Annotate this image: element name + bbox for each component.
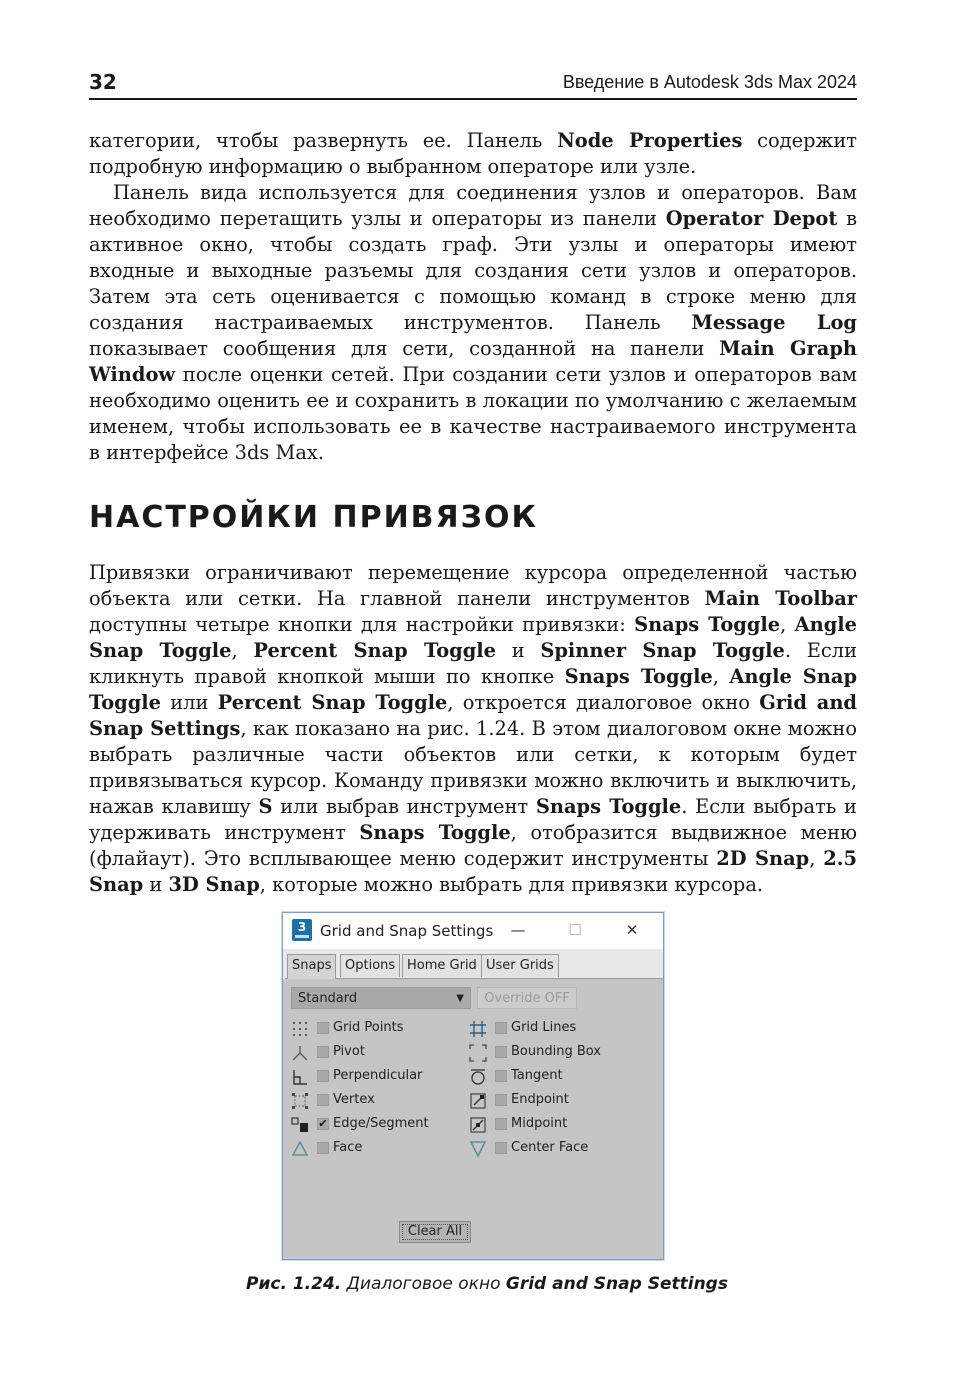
snap-vertex[interactable]	[291, 1091, 461, 1111]
grid-lines-checkbox[interactable]	[495, 1022, 507, 1034]
tab-home-grid[interactable]: Home Grid	[402, 954, 482, 977]
override-button[interactable]: Override OFF	[477, 987, 577, 1009]
snap-grid-lines[interactable]	[469, 1019, 639, 1039]
snaps-panel	[283, 979, 663, 1259]
tab-snaps[interactable]: Snaps	[287, 954, 336, 979]
vertex-checkbox[interactable]	[317, 1094, 329, 1106]
snap-bounding-box[interactable]	[469, 1043, 639, 1063]
vertex-label: Vertex	[333, 1092, 375, 1107]
edge-segment-checkbox[interactable]: ✔	[318, 1117, 328, 1130]
tangent-icon	[469, 1068, 487, 1086]
snap-center-face[interactable]	[469, 1139, 639, 1159]
snap-perpendicular[interactable]	[291, 1067, 461, 1087]
dialog-title: Grid and Snap Settings	[320, 922, 494, 940]
section-heading: НАСТРОЙКИ ПРИВЯЗОК	[89, 500, 538, 535]
face-icon	[291, 1140, 309, 1158]
face-label: Face	[333, 1140, 363, 1155]
dialog-title-bar[interactable]	[283, 913, 663, 949]
grid-points-checkbox[interactable]	[317, 1022, 329, 1034]
grid-points-label: Grid Points	[333, 1020, 404, 1035]
midpoint-checkbox[interactable]	[495, 1118, 507, 1130]
vertex-icon	[291, 1092, 309, 1110]
snap-midpoint[interactable]	[469, 1115, 639, 1135]
dropdown-arrow-icon: ▼	[456, 993, 464, 1004]
perpendicular-checkbox[interactable]	[317, 1070, 329, 1082]
face-checkbox[interactable]	[317, 1142, 329, 1154]
clear-all-button[interactable]: Clear All	[399, 1221, 471, 1243]
endpoint-icon	[469, 1092, 487, 1110]
endpoint-checkbox[interactable]	[495, 1094, 507, 1106]
center-face-icon	[469, 1140, 487, 1158]
snap-edge-segment[interactable]	[291, 1115, 461, 1135]
tab-user-grids[interactable]: User Grids	[481, 954, 559, 977]
pivot-checkbox[interactable]	[317, 1046, 329, 1058]
page-number: 32	[89, 70, 117, 94]
snap-tangent[interactable]	[469, 1067, 639, 1087]
tangent-label: Tangent	[511, 1068, 563, 1083]
header-rule	[89, 98, 857, 100]
grid-points-icon	[291, 1020, 309, 1038]
minimize-button[interactable]: —	[510, 921, 526, 939]
preset-dropdown[interactable]	[291, 987, 471, 1009]
center-face-label: Center Face	[511, 1140, 589, 1155]
perpendicular-label: Perpendicular	[333, 1068, 423, 1083]
midpoint-icon	[469, 1116, 487, 1134]
center-face-checkbox[interactable]	[495, 1142, 507, 1154]
snap-face[interactable]	[291, 1139, 461, 1159]
snap-endpoint[interactable]	[469, 1091, 639, 1111]
figure-caption: Рис. 1.24. Диалоговое окно Grid and Snap Settings	[246, 1274, 728, 1294]
tab-options[interactable]: Options	[340, 954, 400, 977]
close-button[interactable]: ✕	[625, 921, 639, 939]
paragraph-1: категории, чтобы развернуть ее. Панель Node Properties содержит подробную информацию о выбранном операторе или узле.	[89, 129, 857, 178]
pivot-label: Pivot	[333, 1044, 365, 1059]
snap-pivot[interactable]	[291, 1043, 461, 1063]
dialog-tabs	[285, 954, 663, 979]
edge-segment-icon	[291, 1116, 309, 1134]
endpoint-label: Endpoint	[511, 1092, 569, 1107]
app-3ds-max-icon: 3	[292, 919, 312, 941]
tangent-checkbox[interactable]	[495, 1070, 507, 1082]
preset-value: Standard	[298, 991, 358, 1006]
grid-lines-icon	[469, 1020, 487, 1038]
maximize-button[interactable]: ☐	[568, 921, 582, 939]
edge-segment-label: Edge/Segment	[333, 1116, 429, 1131]
paragraph-3: Привязки ограничивают перемещение курсора определенной частью объекта или сетки. На главной панели инструментов Main Toolbar доступны четыре кнопки для настройки привязки: Snaps Toggle, Angle Snap Toggle, Percent Snap Toggle и Spinner Snap Toggle. Если кликнуть правой кнопкой мыши по кнопке Snaps Toggle, Angle Snap Toggle или Percent Snap Toggle, откроется диалоговое окно Grid and Snap Settings, как показано на рис. 1.24. В этом диалоговом окне можно выбрать различные части объектов или сетки, к которым будет привязываться курсор. Команду привязки можно включить и выключить, нажав клавишу S или выбрав инструмент Snaps Toggle. Если выбрать и удерживать инструмент Snaps Toggle, отобразится выдвижное меню (флайаут). Это всплывающее меню содержит инструменты 2D Snap, 2.5 Snap и 3D Snap, которые можно выбрать для привязки курсора.	[89, 561, 858, 896]
running-header: Введение в Autodesk 3ds Max 2024	[562, 72, 857, 92]
pivot-icon	[291, 1044, 309, 1062]
perpendicular-icon	[291, 1068, 309, 1086]
bounding-box-checkbox[interactable]	[495, 1046, 507, 1058]
grid-lines-label: Grid Lines	[511, 1020, 577, 1035]
paragraph-2: Панель вида используется для соединения узлов и операторов. Вам необходимо перетащить узлы и операторы из панели Operator Depot в активное окно, чтобы создать граф. Эти узлы и операторы имеют входные и выходные разъемы для создания сети узлов и операторов. Затем эта сеть оценивается с помощью команд в строке меню для создания настраиваемых инструментов. Панель Message Log показывает сообщения для сети, созданной на панели Main Graph Window после оценки сетей. При создании сети узлов и операторов вам необходимо оценить ее и сохранить в локации по умолчанию с желаемым именем, чтобы использовать ее в качестве настраиваемого инструмента в интерфейсе 3ds Max.	[89, 181, 857, 464]
bounding-box-label: Bounding Box	[511, 1044, 602, 1059]
snap-grid-points[interactable]	[291, 1019, 461, 1039]
bounding-box-icon	[469, 1044, 487, 1062]
midpoint-label: Midpoint	[511, 1116, 568, 1131]
grid-and-snap-settings-dialog	[282, 912, 664, 1260]
